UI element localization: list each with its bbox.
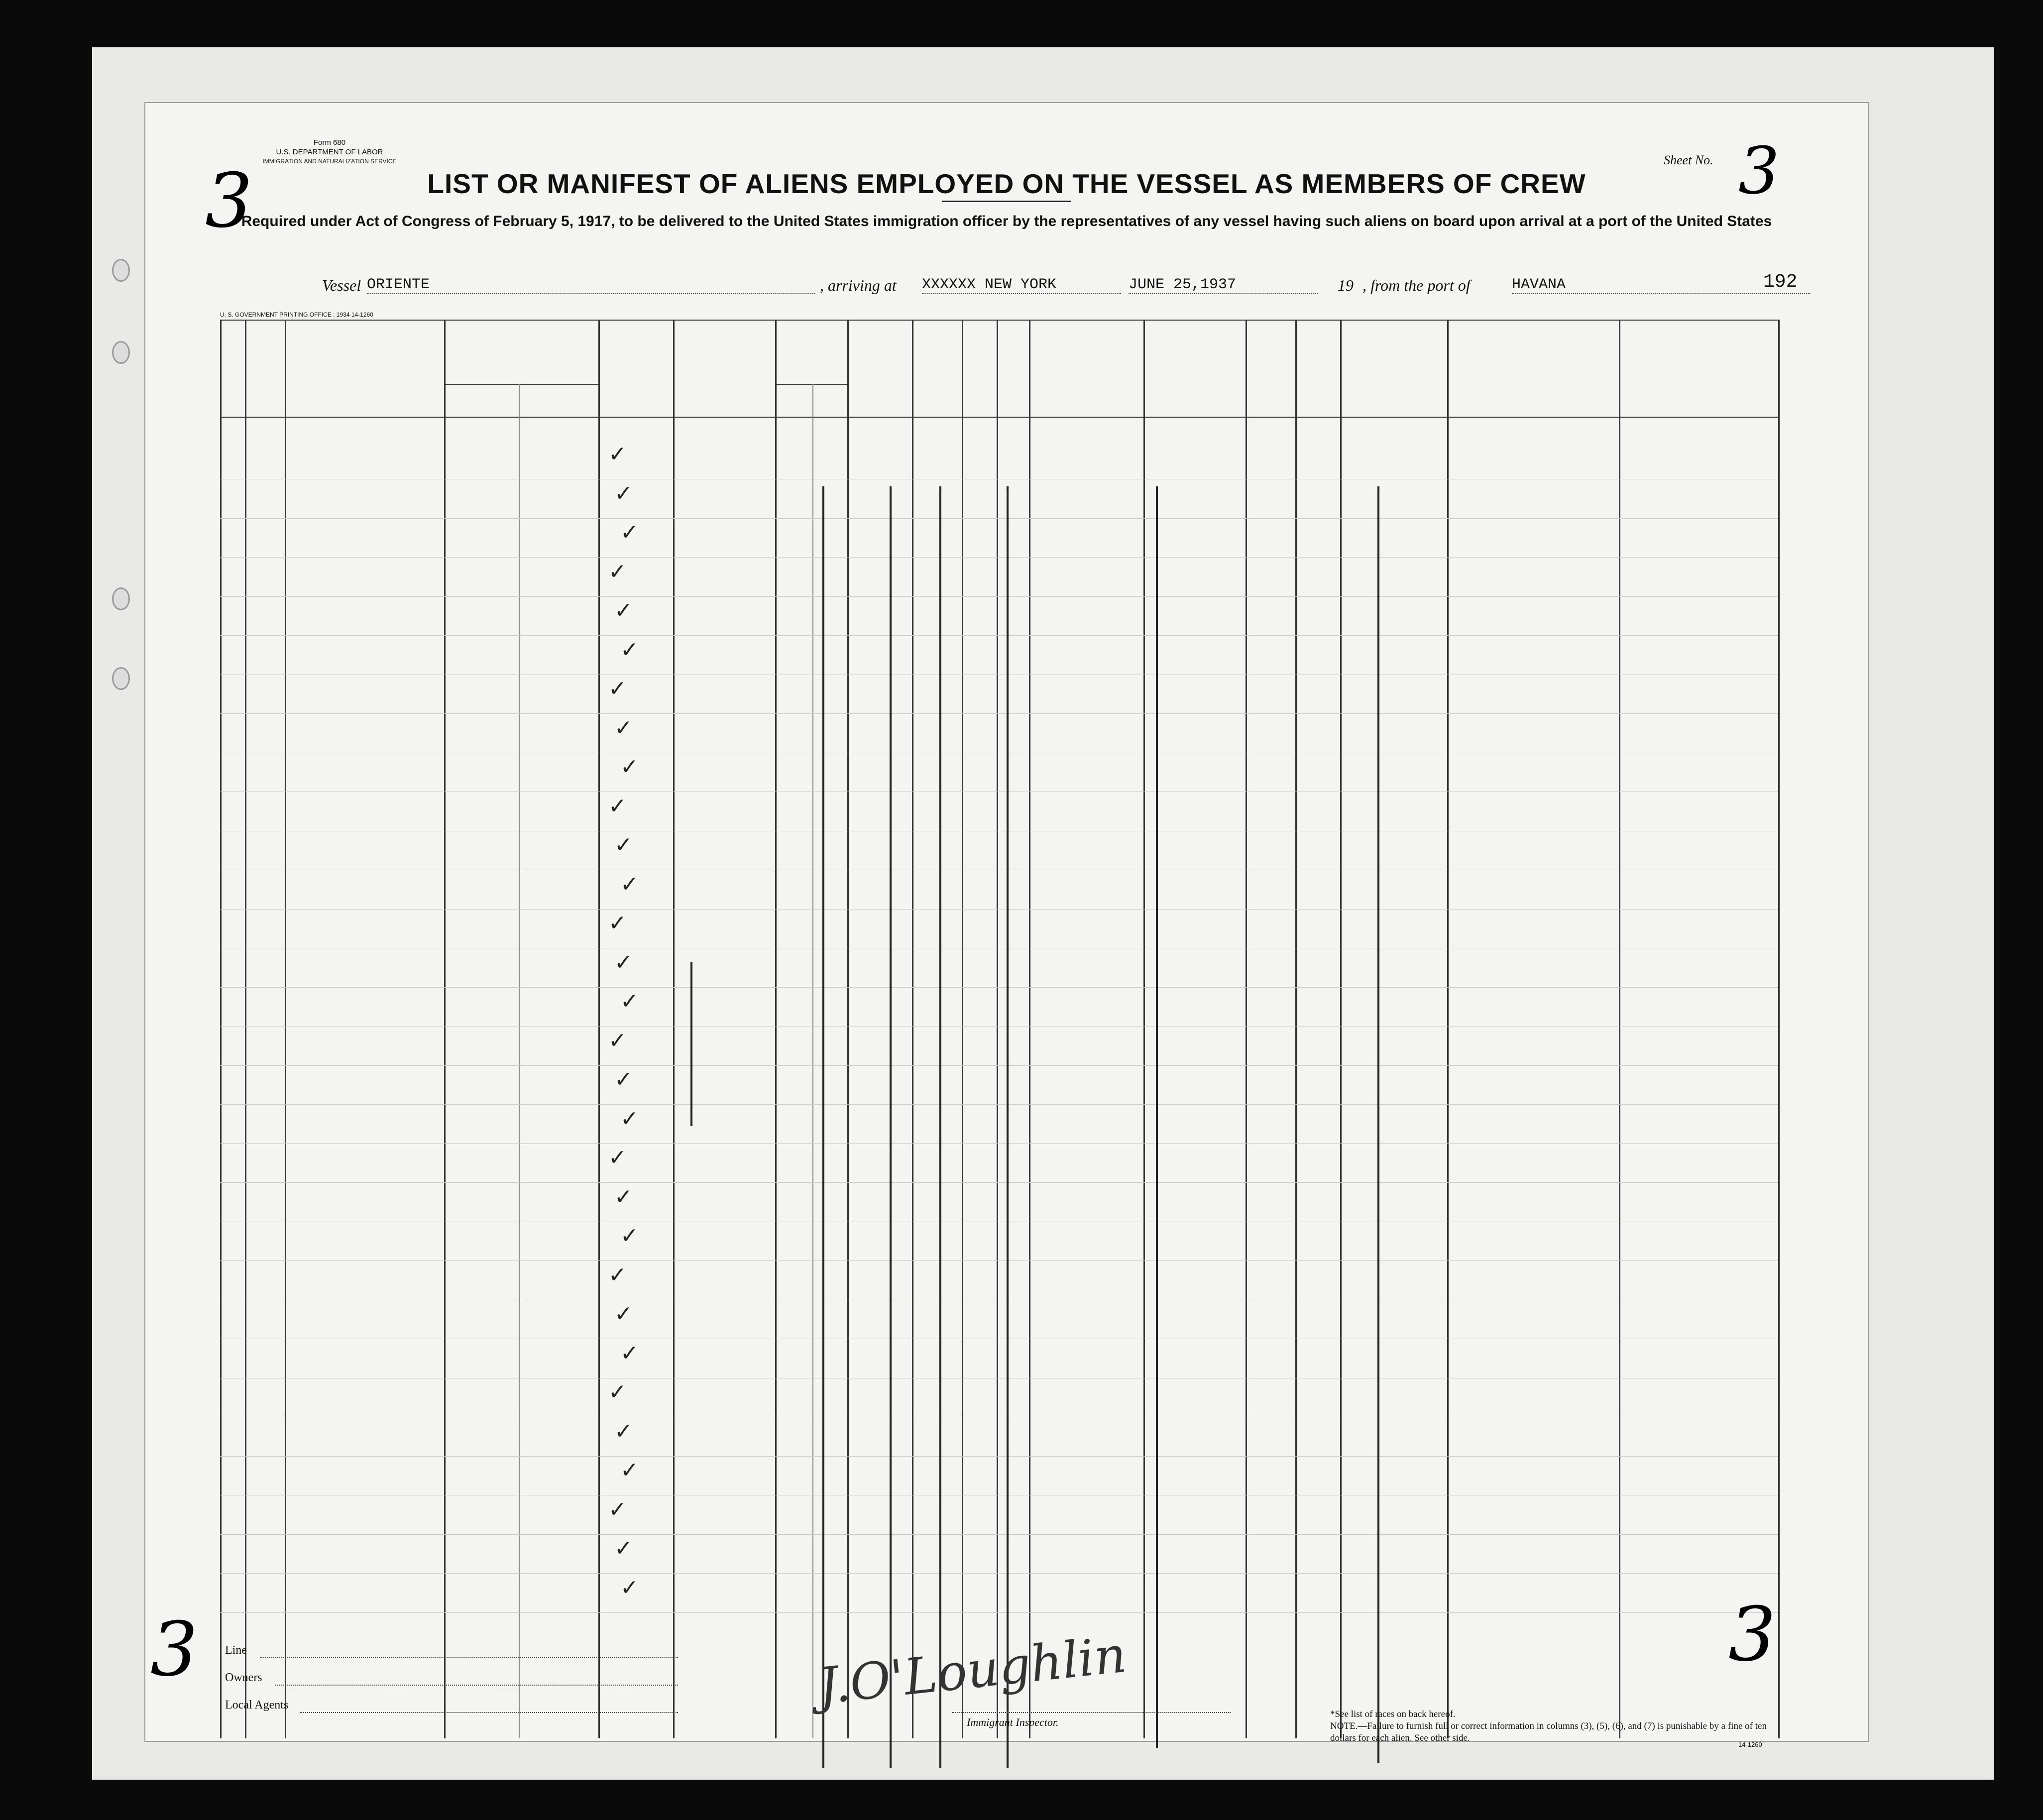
marks-ditto-line — [1377, 486, 1379, 1763]
column-rule — [444, 320, 446, 1738]
service-check-mark: ✓ — [614, 832, 633, 858]
service-check-mark: ✓ — [614, 715, 633, 741]
year-label: 19 — [1338, 276, 1354, 294]
binder-hole — [112, 587, 130, 610]
name-subheader-rule — [444, 384, 598, 385]
service-check-mark: ✓ — [608, 676, 627, 701]
table-top-rule — [220, 320, 1778, 321]
column-rule — [673, 320, 675, 1738]
shipped-split-rule — [812, 384, 813, 1738]
vessel-label: Vessel — [322, 276, 361, 294]
department-name: U.S. DEPARTMENT OF LABOR — [276, 148, 383, 156]
binder-hole — [112, 259, 130, 282]
row-rule — [220, 1182, 1778, 1183]
crew-manifest-table — [220, 320, 1778, 1738]
form-number: Form 680 — [313, 138, 346, 147]
races-note: *See list of races on back hereof. — [1330, 1709, 1456, 1719]
owners-label: Owners — [225, 1671, 262, 1684]
service-check-mark: ✓ — [608, 1145, 627, 1170]
row-rule — [220, 909, 1778, 910]
column-rule — [1246, 320, 1247, 1738]
column-rule — [912, 320, 913, 1738]
service-check-mark: ✓ — [620, 989, 639, 1014]
column-rule — [1619, 320, 1620, 1738]
bottom-left-mark: 3 — [150, 1606, 198, 1693]
service-name: IMMIGRATION AND NATURALIZATION SERVICE — [262, 158, 397, 165]
printer-line: U. S. GOVERNMENT PRINTING OFFICE : 1934 14-1260 — [220, 311, 373, 318]
service-check-mark: ✓ — [608, 442, 627, 467]
service-check-mark: ✓ — [608, 1027, 627, 1053]
position-ditto-line — [690, 962, 692, 1126]
binder-hole — [112, 341, 130, 364]
signature-line — [952, 1712, 1231, 1713]
row-rule — [220, 1260, 1778, 1261]
column-rule — [775, 320, 777, 1738]
footnotes — [1330, 1708, 1778, 1744]
corner-sheet-mark: 3 — [205, 158, 253, 244]
local-agents-field — [300, 1712, 678, 1713]
row-rule — [220, 1573, 1778, 1574]
column-rule — [1340, 320, 1342, 1738]
service-check-mark: ✓ — [620, 1575, 639, 1600]
service-check-mark: ✓ — [614, 1184, 633, 1210]
service-check-mark: ✓ — [608, 793, 627, 819]
header-bottom-rule — [220, 417, 1778, 418]
column-rule — [847, 320, 849, 1738]
service-check-mark: ✓ — [608, 1262, 627, 1288]
service-check-mark: ✓ — [614, 1418, 633, 1444]
discharged-ditto-line — [890, 486, 892, 1768]
sheet-label: Sheet No. — [1664, 153, 1713, 167]
column-rule — [1029, 320, 1030, 1738]
column-rule — [220, 320, 222, 1738]
column-rule — [1143, 320, 1145, 1738]
from-port: HAVANA — [1512, 276, 1811, 294]
shipped-subheader-rule — [775, 384, 847, 385]
column-rule — [285, 320, 286, 1738]
row-rule — [220, 713, 1778, 714]
service-check-mark: ✓ — [608, 1379, 627, 1405]
column-rule — [1295, 320, 1297, 1738]
service-check-mark: ✓ — [620, 637, 639, 663]
row-rule — [220, 987, 1778, 988]
inspector-caption: Immigrant Inspector. — [967, 1716, 1059, 1728]
nationality-ditto-line — [1156, 486, 1158, 1748]
owners-field — [275, 1685, 678, 1686]
service-check-mark: ✓ — [608, 559, 627, 584]
column-rule — [245, 320, 246, 1738]
column-rule — [1447, 320, 1449, 1738]
service-check-mark: ✓ — [620, 1458, 639, 1483]
row-rule — [220, 635, 1778, 636]
binder-hole — [112, 667, 130, 690]
read-ditto-line — [939, 486, 941, 1768]
service-check-mark: ✓ — [620, 754, 639, 780]
row-rule — [220, 1456, 1778, 1457]
local-agents-label: Local Agents — [225, 1699, 289, 1711]
row-rule — [220, 596, 1778, 597]
row-rule — [220, 1104, 1778, 1105]
row-rule — [220, 557, 1778, 558]
title-rule — [942, 201, 1071, 202]
row-rule — [220, 1065, 1778, 1066]
arrival-date: JUNE 25,1937 — [1129, 276, 1318, 294]
from-label: , from the port of — [1362, 276, 1471, 294]
where-ditto-line — [822, 486, 824, 1768]
row-rule — [220, 1143, 1778, 1144]
manifest-subtitle: Required under Act of Congress of February 5, 1917, to be delivered to the United States immigration officer by the representatives of any vessel having such aliens on board upon arrival at a port of the United States — [241, 213, 1772, 229]
page-number: 192 — [1763, 271, 1798, 293]
service-check-mark: ✓ — [608, 910, 627, 936]
service-check-mark: ✓ — [620, 1223, 639, 1249]
arriving-port: XXXXXX NEW YORK — [922, 276, 1121, 294]
line-field — [260, 1657, 678, 1658]
column-rule — [997, 320, 998, 1738]
service-check-mark: ✓ — [614, 1067, 633, 1092]
service-check-mark: ✓ — [614, 1536, 633, 1561]
form-identifier — [235, 138, 424, 166]
service-check-mark: ✓ — [614, 949, 633, 975]
sheet-number: 3 — [1738, 133, 1780, 209]
bottom-right-mark: 3 — [1728, 1592, 1776, 1678]
line-label: Line — [225, 1644, 247, 1657]
arriving-label: , arriving at — [820, 276, 897, 294]
service-check-mark: ✓ — [620, 1340, 639, 1366]
column-rule — [1778, 320, 1780, 1738]
service-check-mark: ✓ — [614, 598, 633, 623]
inspector-signature: J.O'Loughlin — [815, 1625, 1129, 1716]
service-check-mark: ✓ — [620, 520, 639, 545]
service-check-mark: ✓ — [614, 480, 633, 506]
service-check-mark: ✓ — [620, 871, 639, 897]
service-check-mark: ✓ — [620, 1106, 639, 1132]
sex-ditto-line — [1007, 486, 1009, 1768]
row-rule — [220, 1534, 1778, 1535]
column-rule — [598, 320, 600, 1738]
form-code: 14-1260 — [1738, 1741, 1762, 1748]
penalty-note: NOTE.—Failure to furnish full or correct information in columns (3), (5), (6), and (7) is punishable by a fine of ten dollars for each alien. See other side. — [1330, 1721, 1767, 1743]
name-split-rule — [519, 384, 520, 1738]
vessel-name: ORIENTE — [367, 276, 815, 294]
row-rule — [220, 518, 1778, 519]
column-rule — [962, 320, 963, 1738]
service-check-mark: ✓ — [608, 1496, 627, 1522]
service-check-mark: ✓ — [614, 1301, 633, 1327]
manifest-page — [144, 102, 1869, 1748]
row-rule — [220, 1612, 1778, 1613]
manifest-title: LIST OR MANIFEST OF ALIENS EMPLOYED ON THE VESSEL AS MEMBERS OF CREW — [427, 168, 1586, 199]
